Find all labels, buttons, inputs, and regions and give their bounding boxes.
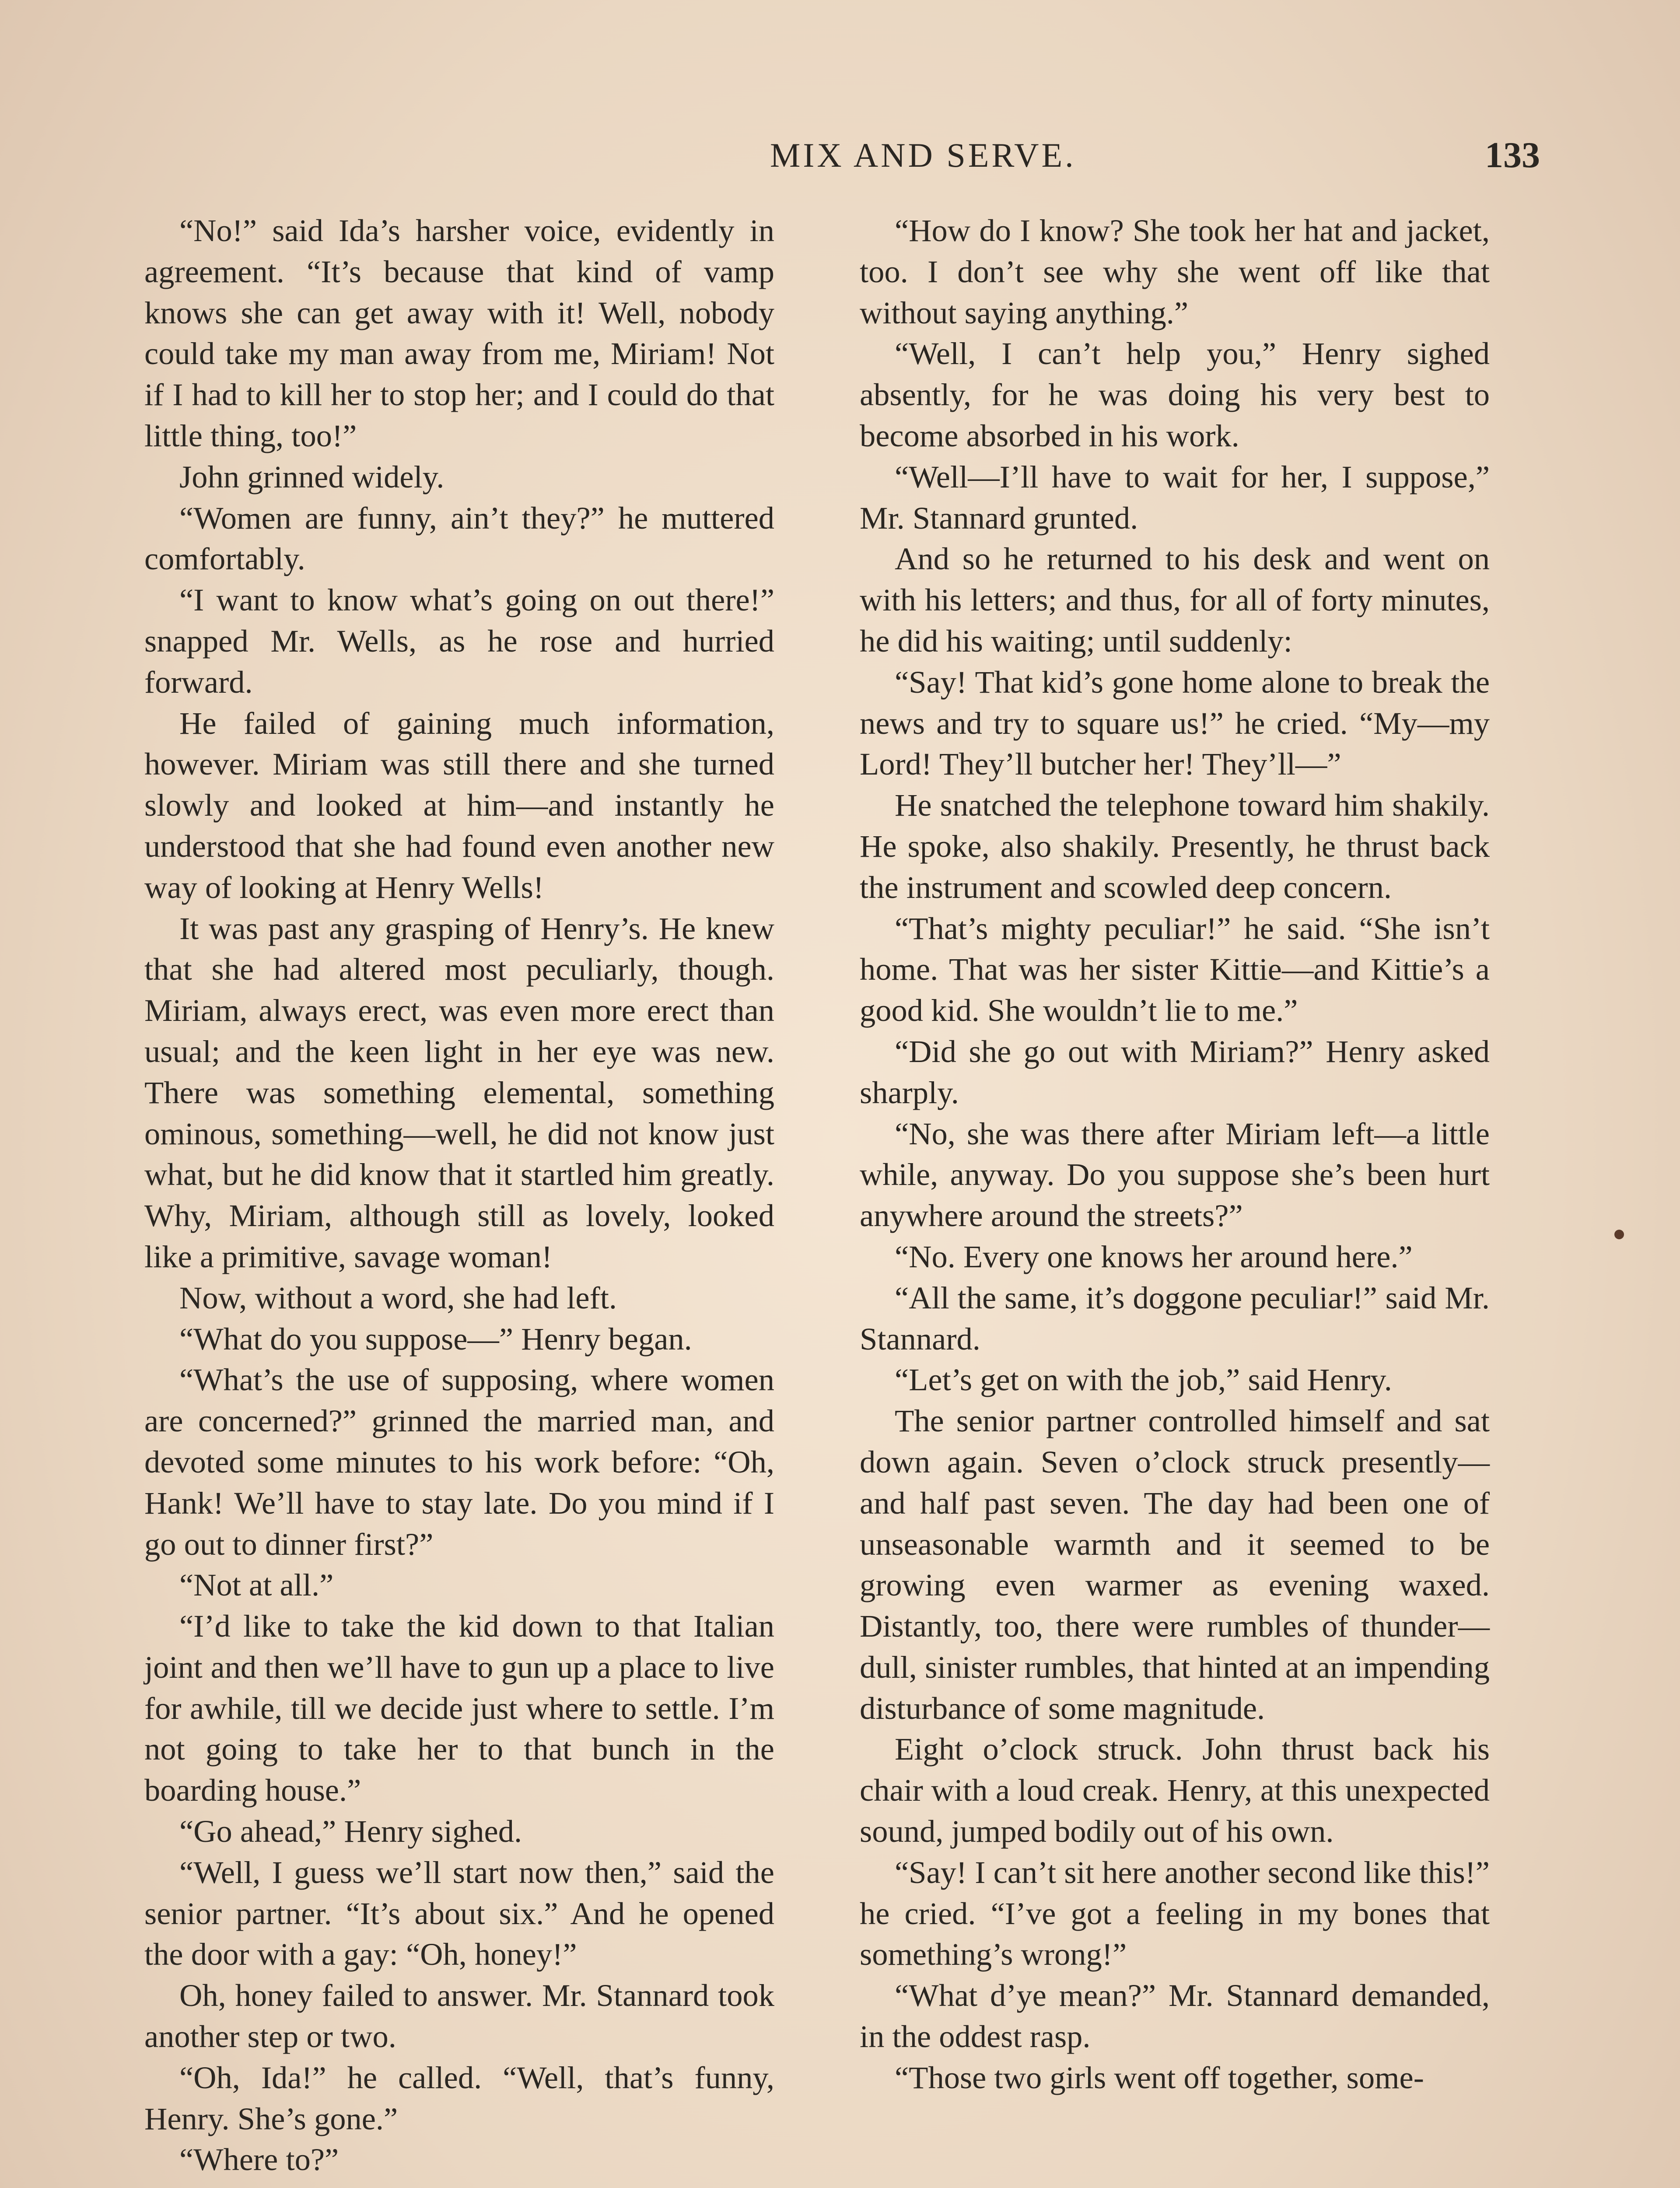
paragraph: And so he returned to his desk and went on with his letters; and thus, for all of forty minutes, he did his waiting; until suddenly: [860,541,1490,659]
running-head: MIX AND SERVE. [770,136,1076,174]
paragraph: “Go ahead,” Henry sighed. [179,1813,522,1849]
paragraph: “I’d like to take the kid down to that Italian joint and then we’ll have to gun up a place to live for awhile, till we decide just where to settle. I’m not going to take her to that bunch in the boarding house.” [144,1608,774,1808]
page-number: 133 [1485,135,1540,175]
paragraph: “Let’s get on with the job,” said Henry. [895,1362,1392,1398]
right-column [860,210,1490,2098]
paragraph: “Where to?” [179,2142,339,2177]
paragraph: He failed of gaining much information, however. Miriam was still there and she turned slowly and looked at him—and instantly he understood that she had found even another new way of looking at Henry Wells! [144,705,774,905]
paragraph: “No. Every one knows her around here.” [895,1238,1413,1274]
paragraph: “Not at all.” [179,1567,334,1603]
paragraph: “Say! That kid’s gone home alone to break the news and try to square us!” he cried. “My—my Lord! They’ll butcher her! They’ll—” [860,664,1490,782]
paragraph: “Well, I can’t help you,” Henry sighed absently, for he was doing his very best to become absorbed in his work. [860,336,1490,453]
paragraph: “Those two girls went off together, some- [895,2059,1424,2095]
paragraph: “I want to know what’s going on out there!” snapped Mr. Wells, as he rose and hurried forward. [144,582,774,700]
paragraph: “That’s mighty peculiar!” he said. “She isn’t home. That was her sister Kittie—and Kittie’s a good kid. She wouldn’t lie to me.” [860,910,1490,1028]
paragraph: It was past any grasping of Henry’s. He knew that she had altered most peculiarly, though. Miriam, always erect, was even more erect than usual; and the keen light in her eye was new. There was something elemental, something ominous, something—well, he did not know just what, but he did know that it startled him greatly. Why, Miriam, although still as lovely, looked like a primitive, savage woman! [144,910,774,1274]
paragraph: “Did she go out with Miriam?” Henry asked sharply. [860,1033,1490,1110]
paragraph: “Well—I’ll have to wait for her, I suppose,” Mr. Stannard grunted. [860,459,1490,536]
paragraph: “Well, I guess we’ll start now then,” said the senior partner. “It’s about six.” And he opened the door with a gay: “Oh, honey!” [144,1854,774,1972]
paragraph: “No!” said Ida’s harsher voice, evidently in agreement. “It’s because that kind of vamp knows she can get away with it! Well, nobody could take my man away from me, Miriam! Not if I had to kill her to stop her; and I could do that little thing, too!” [144,213,774,453]
left-column [144,210,774,2180]
ink-spot [1614,1230,1624,1239]
paragraph: “Women are funny, ain’t they?” he muttered comfortably. [144,500,774,577]
paragraph: “What do you suppose—” Henry began. [179,1321,692,1357]
paragraph: Eight o’clock struck. John thrust back his chair with a loud creak. Henry, at this unexpected sound, jumped bodily out of his own. [860,1731,1490,1849]
paragraph: “What’s the use of supposing, where women are concerned?” grinned the married man, and devoted some minutes to his work before: “Oh, Hank! We’ll have to stay late. Do you mind if I go out to dinner first?” [144,1362,774,1562]
page-header [105,131,1540,179]
paragraph: “How do I know? She took her hat and jacket, too. I don’t see why she went off like that without saying anything.” [860,213,1490,330]
paragraph: “All the same, it’s doggone peculiar!” said Mr. Stannard. [860,1280,1490,1357]
paragraph: “No, she was there after Miriam left—a little while, anyway. Do you suppose she’s been hurt anywhere around the streets?” [860,1115,1490,1234]
paragraph: Now, without a word, she had left. [179,1280,617,1315]
paragraph: The senior partner controlled himself and sat down again. Seven o’clock struck presently—and half past seven. The day had been one of unseasonable warmth and it seemed to be growing even warmer as evening waxed. Distantly, too, there were rumbles of thunder—dull, sinister rumbles, that hinted at an impending disturbance of some magnitude. [860,1403,1490,1726]
paragraph: “Oh, Ida!” he called. “Well, that’s funny, Henry. She’s gone.” [144,2059,774,2136]
paragraph: John grinned widely. [179,459,444,494]
paragraph: Oh, honey failed to answer. Mr. Stannard took another step or two. [144,1978,774,2055]
paragraph: “What d’ye mean?” Mr. Stannard demanded, in the oddest rasp. [860,1978,1490,2055]
paragraph: “Say! I can’t sit here another second like this!” he cried. “I’ve got a feeling in my bones that something’s wrong!” [860,1854,1490,1972]
paragraph: He snatched the telephone toward him shakily. He spoke, also shakily. Presently, he thrust back the instrument and scowled deep concern. [860,787,1490,905]
